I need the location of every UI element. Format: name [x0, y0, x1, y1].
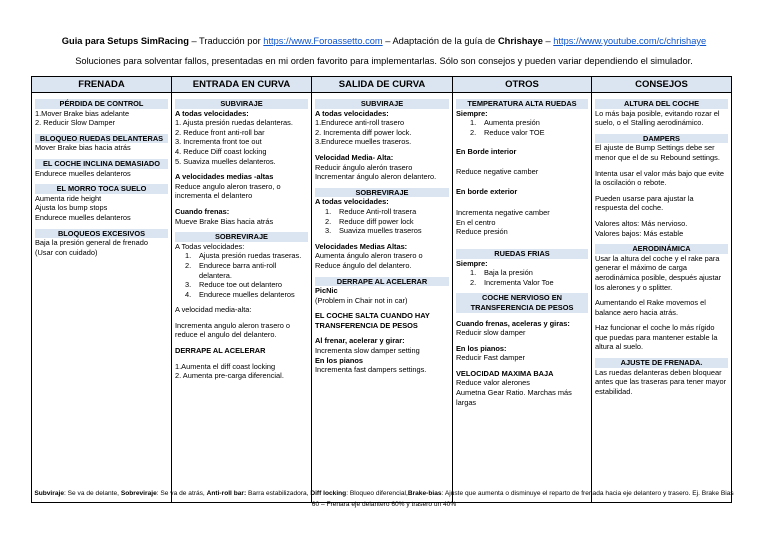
text-line: Incrementa negative camber	[456, 208, 550, 218]
list-item: 4. Endurece muelles delanteros	[185, 289, 295, 299]
title-author: Chrishaye	[497, 36, 543, 46]
section-heading: SUBVIRAJE	[175, 99, 308, 109]
glossary-term: Diff locking	[310, 490, 347, 497]
text-line: Haz funcionar el coche lo más rígido que puedas para mantener estable la altura al suelo.	[595, 323, 718, 352]
text-line: 1.Mover Brake bias adelante	[35, 108, 130, 118]
text-line: El ajuste de Bump Settings debe ser menor que el de su Rebound settings.	[595, 143, 720, 162]
text-line: Incrementa angulo aleron trasero o reduce el angulo del delantero.	[175, 320, 291, 340]
sub-label: Siempre:	[456, 108, 488, 118]
sub-label: Al frenar, acelerar y girar:	[315, 336, 405, 346]
text-line: 1.Aumenta el diff coast locking	[175, 361, 276, 371]
section-heading: EL MORRO TOCA SUELO	[35, 184, 168, 194]
consejos-cell	[592, 93, 732, 503]
glossary-text: Barra estabilizadora,	[246, 490, 311, 497]
numbered-list	[315, 207, 449, 236]
accel-block	[175, 346, 308, 356]
sob-mid-block	[175, 305, 308, 315]
text-line: Incrementa fast dampers settings.	[315, 365, 427, 375]
column-header-entrada: ENTRADA EN CURVA	[172, 77, 312, 93]
text-line: Lo más baja posible, evitando rozar el suelo, o el Stalling aerodinámico.	[595, 108, 720, 128]
sub-label: A todas velocidades:	[315, 108, 389, 118]
text-line: Ajusta los bump stops	[35, 203, 108, 213]
dampers-block	[595, 134, 728, 238]
glossary-footer	[30, 488, 738, 510]
text-line: 1.Endurece anti-roll trasero	[315, 118, 405, 128]
document-title	[8, 36, 760, 46]
sub-label: Siempre:	[456, 258, 488, 268]
list-item: 3. Suaviza muelles traseros	[325, 226, 422, 236]
inner-block	[456, 147, 588, 157]
text-line: 1. Ajusta presión ruedas delanteras.	[175, 118, 293, 128]
text-line: Aumetna Gear Ratio. Marchas más largas	[456, 388, 572, 407]
speed-block	[456, 369, 588, 407]
brake-adjust-block	[595, 358, 728, 396]
section-heading: DAMPERS	[595, 134, 728, 144]
title-text: – Traducción por	[188, 36, 264, 46]
glossary-text: : Se va de atrás,	[156, 490, 207, 497]
glossary-term: Brake-bias	[407, 490, 442, 497]
column-header-frenada: FRENADA	[32, 77, 172, 93]
sub-label: En los pianos:	[456, 343, 507, 353]
text-line: Endurece muelles delanteros	[35, 168, 131, 178]
subviraje-block	[315, 99, 449, 147]
numbered-list	[456, 118, 588, 137]
section-heading: AERODINÁMICA	[595, 244, 728, 254]
jump-text	[315, 336, 449, 374]
sub-label: PicNic	[315, 286, 338, 296]
text-line: 4. Reduce Diff coast locking	[175, 146, 267, 156]
text-line: Reducir ángulo alerón trasero	[315, 162, 413, 172]
list-item: 3. Reduce toe out delantero	[185, 280, 283, 290]
sub-label: Velocidades Medias Altas:	[315, 241, 408, 251]
mid-speed-block	[315, 153, 449, 182]
text-line: Reduce negative camber	[456, 166, 539, 176]
numbered-list	[456, 268, 588, 287]
sob-mid-text	[175, 321, 308, 340]
glossary-text: : Se va de delante,	[64, 490, 121, 497]
section-heading: AJUSTE DE FRENADA.	[595, 358, 728, 368]
text-line: (Problem in Chair not in car)	[315, 295, 408, 305]
text-line: 2. Incrementa diff power lock.	[315, 127, 412, 137]
nervous-text	[456, 319, 588, 338]
section-heading: BLOQUEOS EXCESIVOS	[35, 229, 168, 239]
text-line: Usar la altura del coche y el rake para generar el máximo de carga aerodinámica posible, después ajustar los alerones y o splitter.	[595, 253, 722, 292]
frenada-block	[35, 184, 168, 222]
list-item: 2. Reduce diff power lock	[325, 216, 414, 226]
text-line: Mover Brake bias hacia atrás	[35, 143, 131, 153]
title-bold: Guia para Setups SimRacing	[61, 36, 189, 46]
glossary-term: Subviraje	[34, 490, 64, 497]
frenada-block	[35, 159, 168, 178]
braking-block	[175, 207, 308, 226]
text-line: Reducir slow damper	[456, 328, 526, 338]
text-line: Incrementa slow damper setting	[315, 346, 420, 356]
glossary-text: : Ajuste que aumenta o disminuye el reparto de frenada hacia eje delantero y trasero. Ej. Brake Bias 60 – Frenara eje delantero 60% y trasero un 40%	[311, 490, 734, 508]
list-item: 1. Reduce Anti-roll trasera	[325, 206, 417, 216]
pianos-block	[456, 344, 588, 363]
sub-label: A Todas velocidades:	[175, 241, 245, 251]
title-text: –	[542, 36, 554, 46]
text-line: 5. Suaviza muelles delanteros.	[175, 156, 276, 166]
section-heading: ALTURA DEL COCHE	[595, 99, 728, 109]
frenada-block	[35, 229, 168, 258]
text-line: Incrementar ángulo aleron delantero.	[315, 172, 437, 182]
document-subtitle: Soluciones para solventar fallos, presentadas en mi orden favorito para implementarlas. Sólo son consejos y pueden variar dependiendo el simulador.	[75, 56, 693, 66]
list-item: 2. Reduce valor TOE	[470, 127, 545, 137]
altura-block	[595, 99, 728, 128]
numbered-list	[175, 251, 308, 299]
text-line: 2. Reduce front anti-roll bar	[175, 127, 265, 137]
sub-label: Cuando frenas, aceleras y giras:	[456, 318, 570, 328]
jump-block	[315, 311, 449, 330]
sub-label: A velocidad media-alta:	[175, 305, 252, 315]
column-header-salida: SALIDA DE CURVA	[312, 77, 453, 93]
sub-label: Cuando frenas:	[175, 206, 230, 216]
sub-label: En borde exterior	[456, 186, 518, 196]
sub-label: En Borde interior	[456, 147, 517, 157]
section-heading: SUBVIRAJE	[315, 99, 449, 109]
youtube-link[interactable]: https://www.youtube.com/c/chrishaye	[553, 36, 707, 46]
text-line: Aumentando el Rake movemos el balance aero hacia atrás.	[595, 298, 706, 317]
column-header-consejos: CONSEJOS	[592, 77, 732, 93]
text-line: 2. Reducir Slow Damper	[35, 118, 116, 128]
sub-label: En los pianos	[315, 355, 364, 365]
text-line: Endurece muelles delanteros	[35, 212, 131, 222]
text-line: Pueden usarse para ajustar la respuesta del coche.	[595, 193, 694, 213]
section-heading: SOBREVIRAJE	[175, 232, 308, 242]
section-heading: BLOQUEO RUEDAS DELANTERAS	[35, 134, 168, 144]
content-row	[32, 93, 732, 503]
text-line: Valores altos: Más nervioso.	[595, 218, 688, 228]
section-heading: EL COCHE INCLINA DEMASIADO	[35, 159, 168, 169]
column-header-otros: OTROS	[453, 77, 592, 93]
subviraje-block	[175, 99, 308, 166]
sub-label: EL COCHE SALTA CUANDO HAY TRANSFERENCIA DE PESOS	[315, 311, 430, 330]
outer-text	[456, 208, 588, 237]
aero-block	[595, 244, 728, 352]
entrada-cell	[172, 93, 312, 503]
text-line: Baja la presión general de frenado (Usar con cuidado)	[35, 238, 148, 257]
text-line: Intenta usar el valor más bajo que evite la oscilación o rebote.	[595, 168, 725, 188]
sub-label: A todas velocidades:	[315, 197, 389, 207]
text-line: Las ruedas delanteras deben bloquear antes que las traseras para tener mayor estabilidad.	[595, 367, 727, 396]
sobreviraje-block	[175, 232, 308, 299]
setup-table	[31, 76, 732, 503]
glossary-term: Anti-roll bar:	[206, 490, 247, 497]
temp-block	[456, 99, 588, 137]
frenada-block	[35, 134, 168, 153]
title-text: – Adaptación de la guía de	[382, 36, 498, 46]
section-heading: TEMPERATURA ALTA RUEDAS	[456, 99, 588, 109]
sub-label: A todas velocidades:	[175, 108, 249, 118]
text-line: Aumenta ángulo aleron trasero o	[315, 251, 423, 261]
glossary-text: : Bloqueo diferencial,	[346, 490, 408, 497]
glossary-term: Sobreviraje	[120, 490, 157, 497]
foroassetto-link[interactable]: https://www.Foroassetto.com	[263, 36, 383, 46]
text-line: Reduce angulo aleron trasero, o incrementa el delantero	[175, 181, 281, 201]
accel-block	[315, 277, 449, 306]
list-item: 1. Ajusta presión ruedas traseras.	[185, 251, 302, 261]
header-row	[32, 77, 732, 93]
vel-block	[315, 242, 449, 271]
section-heading: COCHE NERVIOSO EN TRANSFERENCIA DE PESOS	[456, 293, 588, 312]
salida-cell	[312, 93, 453, 503]
cold-block	[456, 249, 588, 287]
text-line: 2. Aumenta pre-carga diferencial.	[175, 371, 284, 381]
text-line: Mueve Brake Bias hacia atrás	[175, 216, 274, 226]
sub-label: Velocidad Media- Alta:	[315, 152, 394, 162]
outer-block	[456, 187, 588, 197]
list-item: 1. Baja la presión	[470, 268, 533, 278]
section-heading: DERRAPE AL ACELERAR	[175, 346, 266, 356]
list-item: 2. Incrementa Valor Toe	[470, 277, 554, 287]
frenada-cell	[32, 93, 172, 503]
frenada-block	[35, 99, 168, 128]
list-item: 1. Aumenta presión	[470, 118, 540, 128]
section-heading: DERRAPE AL ACELERAR	[315, 277, 449, 287]
nervous-block	[456, 293, 588, 312]
text-line: 3. Incrementa front toe out	[175, 137, 262, 147]
section-heading: PÉRDIDA DE CONTROL	[35, 99, 168, 109]
otros-cell	[453, 93, 592, 503]
text-line: Reduce presión	[456, 227, 508, 237]
sub-label: A velocidades medias -altas	[175, 172, 274, 182]
mid-speed-block	[175, 172, 308, 201]
text-line: Aumenta ride height	[35, 193, 102, 203]
text-line: En el centro	[456, 217, 496, 227]
inner-text	[456, 167, 588, 177]
text-line: Reduce valor alerones	[456, 378, 530, 388]
text-line: Reducir Fast damper	[456, 353, 526, 363]
list-item: 2. Endurece barra anti-roll delantera.	[185, 260, 277, 280]
text-line: Reduce ángulo del delantero.	[315, 260, 412, 270]
section-heading: RUEDAS FRIAS	[456, 249, 588, 259]
text-line: 3.Endurece muelles traseros.	[315, 137, 412, 147]
text-line: Valores bajos: Más estable	[595, 228, 684, 238]
accel-text	[175, 362, 308, 381]
section-heading: SOBREVIRAJE	[315, 188, 449, 198]
section-heading: VELOCIDAD MAXIMA BAJA	[456, 368, 554, 378]
sobreviraje-block	[315, 188, 449, 236]
